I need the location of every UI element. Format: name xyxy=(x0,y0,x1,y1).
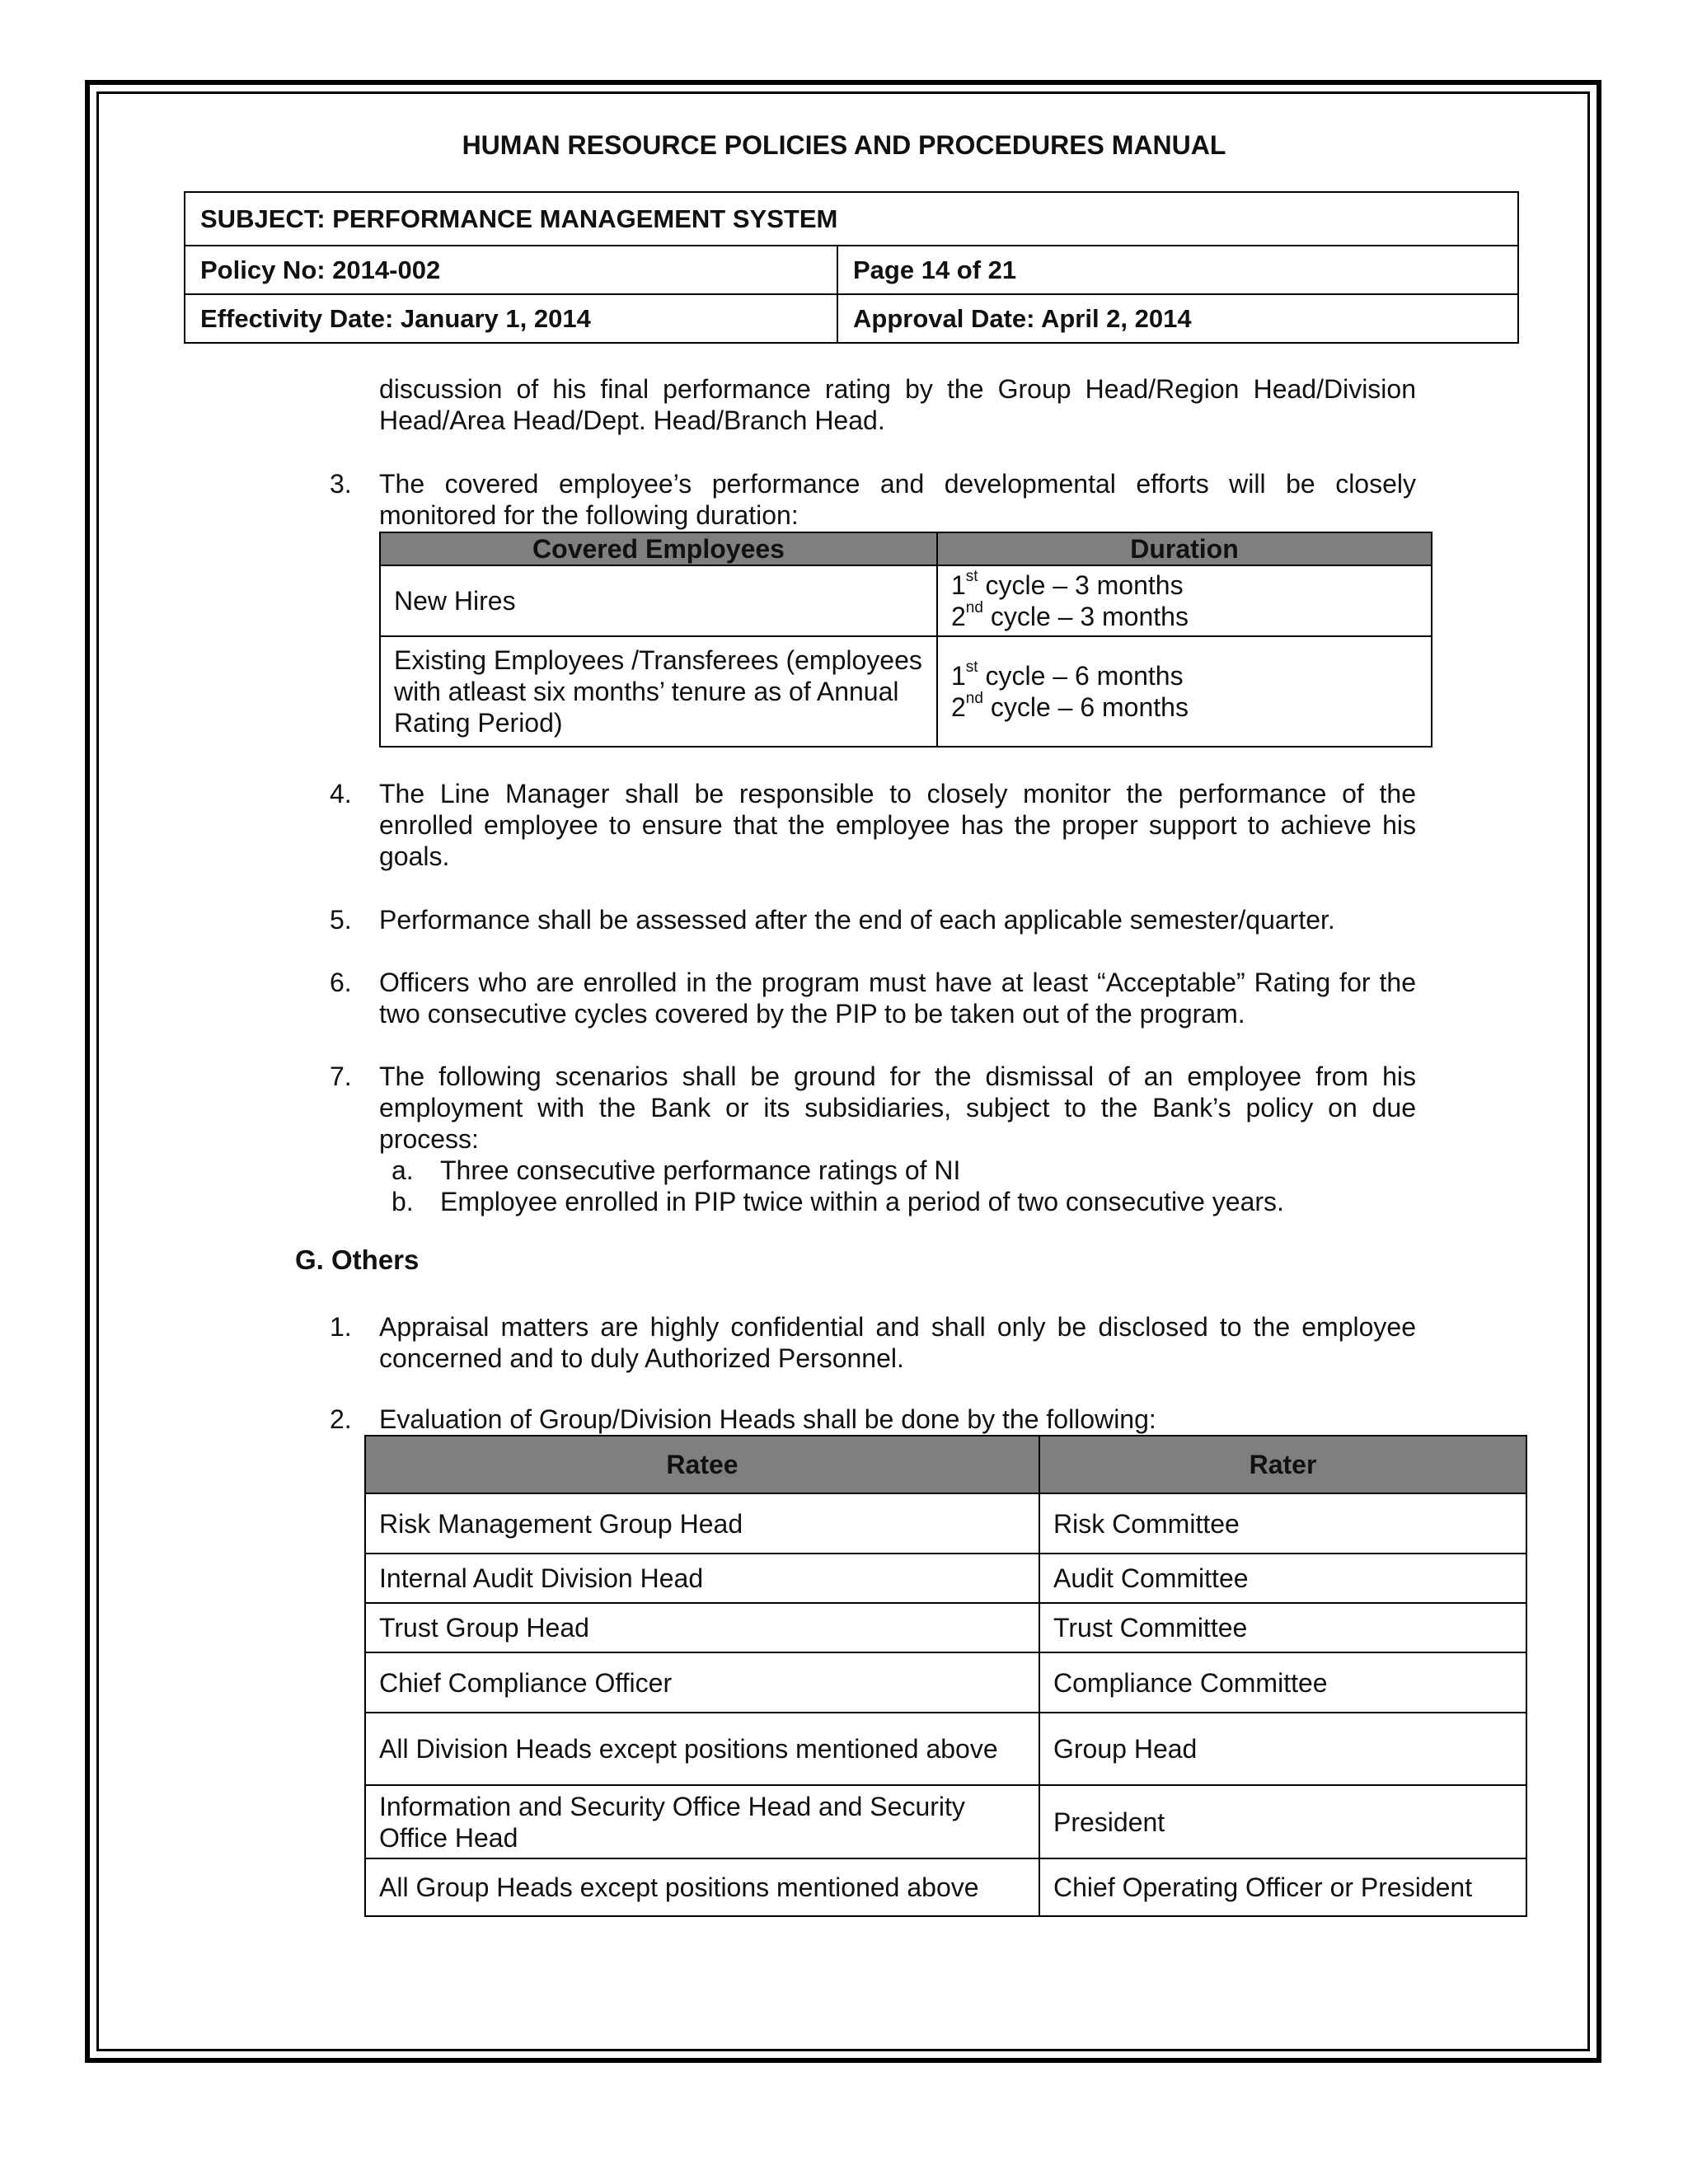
policy-number-cell: Policy No: 2014-002 xyxy=(185,246,837,294)
intro-paragraph: discussion of his final performance rating by the Group Head/Region Head/Division Head/Area Head/Dept. Head/Branch Head. xyxy=(379,374,1416,435)
table-row xyxy=(380,636,1432,747)
table-row xyxy=(365,1713,1526,1785)
rater-cell: Compliance Committee xyxy=(1039,1652,1526,1713)
effectivity-date-cell: Effectivity Date: January 1, 2014 xyxy=(185,294,837,343)
duration-table-header-duration: Duration xyxy=(937,532,1432,565)
ratee-cell: Information and Security Office Head and Security Office Head xyxy=(365,1785,1039,1858)
table-row xyxy=(365,1858,1526,1916)
g-item-1-number: 1. xyxy=(330,1312,352,1342)
item-7a-text: Three consecutive performance ratings of NI xyxy=(440,1155,961,1185)
g-item-1-text: Appraisal matters are highly confidential and shall only be disclosed to the employee concerned and to duly Authorized Personnel. xyxy=(379,1312,1416,1373)
subject-cell: SUBJECT: PERFORMANCE MANAGEMENT SYSTEM xyxy=(185,192,1518,246)
table-row xyxy=(365,1785,1526,1858)
item-7-number: 7. xyxy=(330,1062,352,1091)
ratee-cell: Internal Audit Division Head xyxy=(365,1554,1039,1603)
rater-cell: Risk Committee xyxy=(1039,1493,1526,1554)
approval-date-cell: Approval Date: April 2, 2014 xyxy=(837,294,1518,343)
ratee-cell: Risk Management Group Head xyxy=(365,1493,1039,1554)
covered-employees-cell: Existing Employees /Transferees (employees with atleast six months’ tenure as of Annual Rating Period) xyxy=(380,636,937,747)
rater-cell: Audit Committee xyxy=(1039,1554,1526,1603)
item-5-text: Performance shall be assessed after the end of each applicable semester/quarter. xyxy=(379,905,1335,935)
table-row xyxy=(365,1554,1526,1603)
item-7b-text: Employee enrolled in PIP twice within a period of two consecutive years. xyxy=(440,1187,1284,1216)
g-item-2-number: 2. xyxy=(330,1404,352,1434)
item-4-text: The Line Manager shall be responsible to closely monitor the performance of the enrolled employee to ensure that the employee has the proper support to achieve his goals. xyxy=(379,779,1416,871)
page-number-cell: Page 14 of 21 xyxy=(837,246,1518,294)
table-row xyxy=(380,565,1432,636)
item-7b-letter: b. xyxy=(392,1187,414,1216)
item-3-text: The covered employee’s performance and developmental efforts will be closely monitored for the following duration: xyxy=(379,469,1416,530)
table-row xyxy=(365,1652,1526,1713)
rater-table-header-rater: Rater xyxy=(1039,1436,1526,1493)
item-6-number: 6. xyxy=(330,968,352,997)
duration-cell: 1st cycle – 6 months 2nd cycle – 6 months xyxy=(937,636,1432,747)
g-item-2-text: Evaluation of Group/Division Heads shall be done by the following: xyxy=(379,1404,1156,1434)
rater-table xyxy=(364,1435,1527,1917)
rater-cell: Trust Committee xyxy=(1039,1603,1526,1652)
rater-table-header-ratee: Ratee xyxy=(365,1436,1039,1493)
duration-table xyxy=(379,532,1432,748)
ratee-cell: Trust Group Head xyxy=(365,1603,1039,1652)
item-5-number: 5. xyxy=(330,905,352,935)
duration-table-header-employees: Covered Employees xyxy=(380,532,937,565)
table-row xyxy=(365,1603,1526,1652)
ratee-cell: Chief Compliance Officer xyxy=(365,1652,1039,1713)
duration-cell: 1st cycle – 3 months 2nd cycle – 3 months xyxy=(937,565,1432,636)
item-7a-letter: a. xyxy=(392,1155,414,1185)
rater-cell: Chief Operating Officer or President xyxy=(1039,1858,1526,1916)
item-6-text: Officers who are enrolled in the program must have at least “Acceptable” Rating for the two consecutive cycles covered by the PIP to be taken out of the program. xyxy=(379,968,1416,1029)
rater-cell: Group Head xyxy=(1039,1713,1526,1785)
section-g-heading: G. Others xyxy=(295,1244,420,1275)
item-4-number: 4. xyxy=(330,779,352,808)
policy-header-table xyxy=(184,191,1519,344)
item-3-number: 3. xyxy=(330,469,352,499)
table-row xyxy=(365,1493,1526,1554)
ratee-cell: All Group Heads except positions mentioned above xyxy=(365,1858,1039,1916)
rater-cell: President xyxy=(1039,1785,1526,1858)
covered-employees-cell: New Hires xyxy=(380,565,937,636)
ratee-cell: All Division Heads except positions mentioned above xyxy=(365,1713,1039,1785)
manual-title: HUMAN RESOURCE POLICIES AND PROCEDURES MANUAL xyxy=(462,130,1226,160)
item-7-text: The following scenarios shall be ground for the dismissal of an employee from his employment with the Bank or its subsidiaries, subject to the Bank’s policy on due process: xyxy=(379,1062,1416,1154)
